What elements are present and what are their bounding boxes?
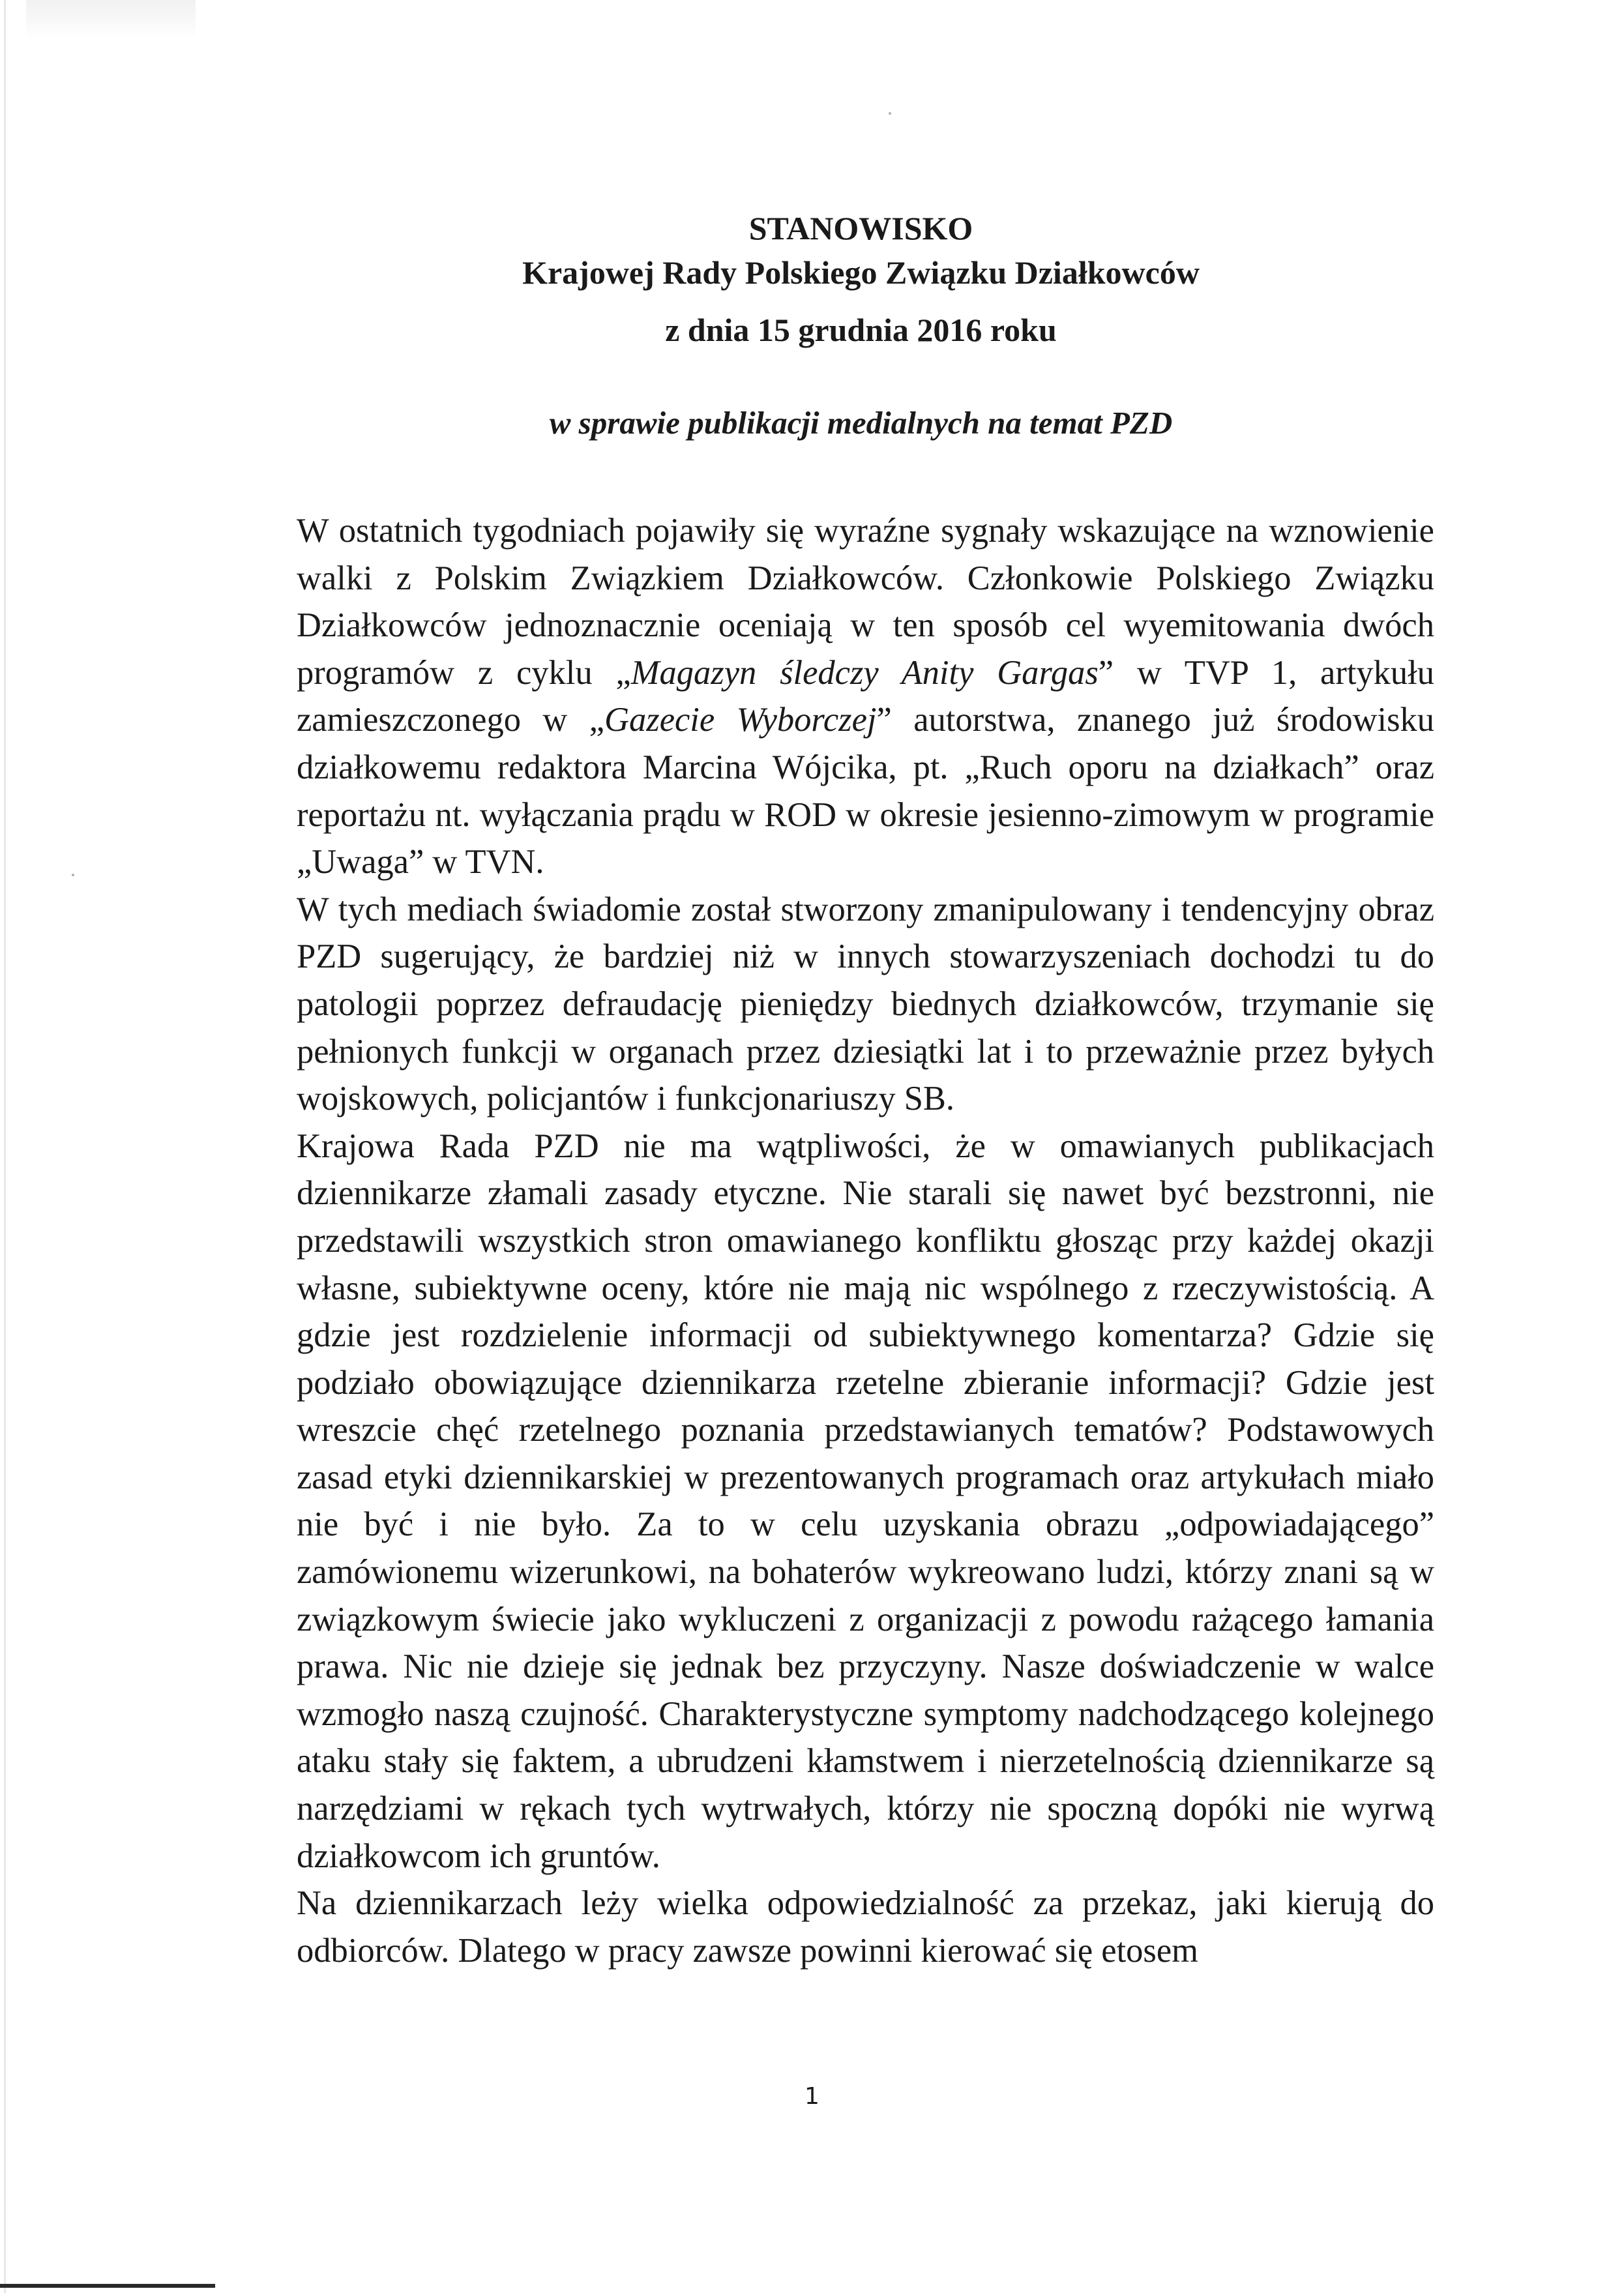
- paragraph-p4: [297, 1880, 1434, 1974]
- scan-speck: [889, 112, 891, 115]
- scan-left-edge: [4, 0, 6, 2293]
- paragraph-p2: [297, 886, 1434, 1123]
- paragraph-p1: [297, 507, 1434, 886]
- page-number: 1: [805, 2083, 819, 2110]
- scan-bottom-edge: [0, 2284, 215, 2288]
- document-body: [297, 507, 1434, 1974]
- scan-speck: [72, 874, 74, 876]
- document-issuer: Krajowej Rady Polskiego Związku Działkowców: [522, 254, 1200, 291]
- paragraph-text: W ostatnich tygodniach pojawiły się wyraźne sygnały wskazujące na wznowienie walki z Polskim Związkiem Działkowców. Członkowie Polskiego Związku Działkowców jednoznacznie oceniają w ten sposób cel wyemitowania dwóch programów z cyklu „: [297, 512, 1434, 692]
- paragraph-text: ” w TVP 1, artykułu zamieszczonego w „: [297, 653, 1434, 739]
- scan-corner-shadow: [26, 0, 196, 39]
- paragraph-text: W tych mediach świadomie został stworzony zmanipulowany i tendencyjny obraz PZD sugerujący, że bardziej niż w innych stowarzyszeniach dochodzi tu do patologii poprzez defraudację pieniędzy biednych działkowców, trzymanie się pełnionych funkcji w organach przez dziesiątki lat i to przeważnie przez byłych wojskowych, policjantów i funkcjonariuszy SB.: [297, 890, 1434, 1118]
- document-date: z dnia 15 grudnia 2016 roku: [665, 312, 1057, 348]
- paragraph-text: ” autorstwa, znanego już środowisku działkowemu redaktora Marcina Wójcika, pt. „Ruch oporu na działkach” oraz reportażu nt. wyłączania prądu w ROD w okresie jesienno-zimowym w programie „Uwaga” w TVN.: [297, 701, 1435, 881]
- document-title: STANOWISKO: [748, 210, 973, 246]
- paragraph-p3: [297, 1123, 1434, 1880]
- document-subject: w sprawie publikacji medialnych na temat PZD: [549, 405, 1173, 441]
- italic-title-text: Gazecie Wyborczej: [604, 701, 877, 739]
- italic-title-text: Magazyn śledczy Anity Gargas: [630, 653, 1099, 692]
- paragraph-text: Krajowa Rada PZD nie ma wątpliwości, że w omawianych publikacjach dziennikarze złamali zasady etyczne. Nie starali się nawet być bezstronni, nie przedstawili wszystkich stron omawianego konfliktu głosząc przy każdej okazji własne, subiektywne oceny, które nie mają nic wspólnego z rzeczywistością. A gdzie jest rozdzielenie informacji od subiektywnego komentarza? Gdzie się podziało obowiązujące dziennikarza rzetelne zbieranie informacji? Gdzie jest wreszcie chęć rzetelnego poznania przedstawianych tematów? Podstawowych zasad etyki dziennikarskiej w prezentowanych programach oraz artykułach miało nie być i nie było. Za to w celu uzyskania obrazu „odpowiadającego” zamówionemu wizerunkowi, na bohaterów wykreowano ludzi, którzy znani są w związkowym świecie jako wykluczeni z organizacji z powodu rażącego łamania prawa. Nic nie dzieje się jednak bez przyczyny. Nasze doświadczenie w walce wzmogło naszą czujność. Charakterystyczne symptomy nadchodzącego kolejnego ataku stały się faktem, a ubrudzeni kłamstwem i nierzetelnością dziennikarze są narzędziami w rękach tych wytrwałych, którzy nie spoczną dopóki nie wyrwą działkowcom ich gruntów.: [297, 1127, 1434, 1875]
- paragraph-text: Na dziennikarzach leży wielka odpowiedzialność za przekaz, jaki kierują do odbiorców. Dlatego w pracy zawsze powinni kierować się etosem: [297, 1884, 1434, 1970]
